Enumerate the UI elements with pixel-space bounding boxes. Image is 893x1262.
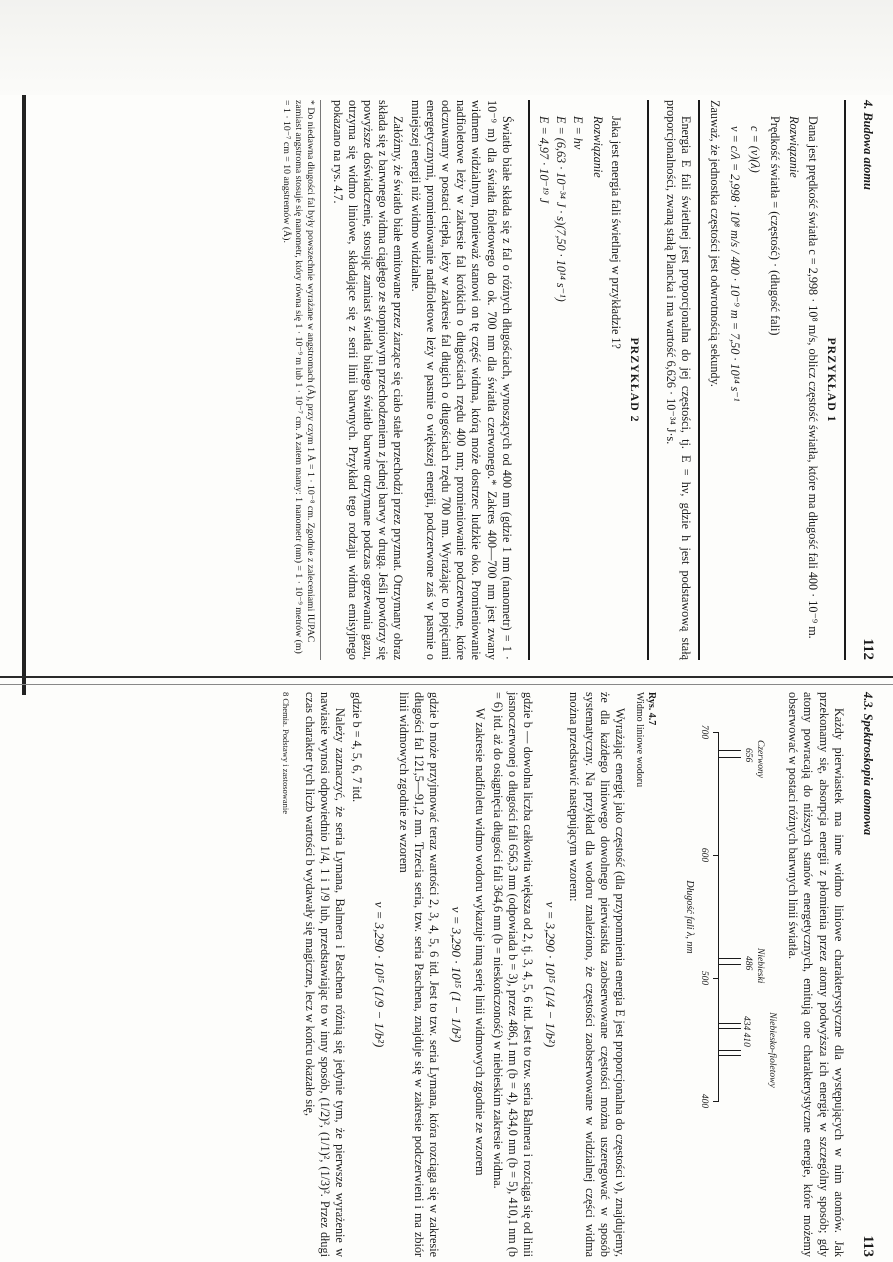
tick-600 <box>713 855 719 856</box>
paragraph-energy: Energia E fali świetlnej jest proporcjonalna do jej częstości, tj. E = hν, gdzie h jest podstawową stałą proporcjonalności, zwaną stałą Plancka i ma wartość 6,626 · 10⁻³⁴ J·s. <box>664 100 694 660</box>
footnote-angstrom: * Do niedawna długości fal były powszechnie wyrażane w angstromach (Å), przy czym 1 Å = 1 · 10⁻⁸ cm. Zgodnie z zaleceniami IUPAC zamiast angstroma stosuje się nanometr, który równa się 1 · 10⁻⁹ m lub 1 · 10⁻⁷ cm. A zatem mamy: 1 nanometr (nm) = 1 · 10⁻⁹ metrów (m) = 1 · 10⁻⁷ cm = 10 angstremów (Å). <box>280 100 321 660</box>
example2-top-rule <box>647 100 649 660</box>
figure-number: Rys. 4.7 <box>645 692 657 726</box>
example2-bottom-rule <box>528 100 530 660</box>
paragraph-series-comparison: Należy zaznaczyć, że seria Lymana, Balmera i Paschena różnią się jedynie tym, że pierwsze wyrażenie w nawiasie wynosi odpowiednio 1/4, 1 i 1/9 lub, przedstawiając to w inny sposób, (1/2)², (1/1)², (1/3)². Przez długi czas charakter tych liczb wartości b wydawały się magiczne, lecz w końcu okazało się, <box>302 692 347 1257</box>
example1-task: Dana jest prędkość światła c = 2,998 · 10⁸ m/s, oblicz częstość światła, które ma długość fali 400 · 10⁻⁹ m. <box>805 116 820 639</box>
label-red: Czerwony <box>754 740 765 778</box>
tick-label-700: 700 <box>698 724 709 740</box>
page-footer: 8 Chemia. Podstawy i zastosowanie <box>281 692 292 815</box>
label-red-value: 656 <box>742 748 753 763</box>
spectral-line-656 <box>719 750 741 758</box>
paragraph-lyman: gdzie b może przyjmować teraz wartości 2, 3, 4, 5, 6 itd. Jest to tzw. seria Lymana, która rozciąga się w zakresie długości fal 121,5—91,2 nm. Trzecia seria, tzw. seria Paschena, znajduje się w zakresie podczerwieni i ma zbiór linii widmowych zgodnie ze wzorem <box>396 692 441 1257</box>
equation-lyman: ν = 3,290 · 10¹⁵ (1 − 1/b²) <box>449 906 465 1043</box>
figure-caption-text: Widmo liniowe wodoru <box>633 692 645 788</box>
example2-eq1: E = hν <box>571 116 586 150</box>
tick-500 <box>713 978 719 979</box>
page-number-right: 113 <box>860 1235 876 1257</box>
right-running-head <box>860 692 875 1257</box>
chapter-title: 4. Budowa atomu <box>861 100 875 190</box>
tick-700 <box>713 732 719 733</box>
left-running-head <box>860 100 875 660</box>
example1-note: Zauważ, że jednostka częstości jest odwrotnością sekundy. <box>707 100 722 387</box>
example1-bottom-rule <box>698 100 700 660</box>
example2-eq3: E = 4,97 · 10⁻¹⁹ J <box>536 116 551 204</box>
page-number-left: 112 <box>860 638 876 660</box>
label-blue-value: 486 <box>742 956 753 971</box>
binding-edge <box>22 95 26 695</box>
example1-eq1: c = (ν)(λ) <box>747 126 762 173</box>
figure-caption <box>633 692 657 1257</box>
example2-task: Jaka jest energia fali świetlnej w przykładzie 1? <box>608 116 623 349</box>
example2-title: PRZYKŁAD 2 <box>627 337 642 423</box>
section-title: 4.3. Spektroskopia atomowa <box>861 692 875 836</box>
paragraph-intro: Każdy pierwiastek ma inne widmo liniowe charakterystyczne dla występujących w nim atomów. Jak przekonamy się, absorpcja energii z płomienia przez atomy podwyższa ich energię w szczególny sposób; gdy atomy powracają do niższych stanów energetycznych, emitują one charakterystyczne energie, które możemy obserwować w postaci różnych barwnych linii światła. <box>786 692 846 1257</box>
label-violet-values: 434 410 <box>740 1016 751 1047</box>
paragraph-ultraviolet: W zakresie nadfioletu widmo wodoru wykazuje inną serię linii widmowych zgodnie ze wzorem <box>473 708 488 1176</box>
example2-eq2: E = (6,63 · 10⁻³⁴ J · s)(7,50 · 10¹⁴ s⁻¹) <box>554 116 569 302</box>
example1-title: PRZYKŁAD 1 <box>824 337 839 423</box>
left-page <box>155 100 875 660</box>
paragraph-frequency: Wyrażając energię jako częstość (dla przypomnienia energia E jest proporcjonalna do częstości ν), znajdujemy, że dla każdego liniowego dowolnego pierwiastka zaobserwowane częstości można uszeregować w sposób systematyczny. Na przykład dla wodoru znaleziono, że częstości zaobserwowane w widzialnej części widma można przedstawić następującym wzorem: <box>567 692 627 1257</box>
tick-label-400: 400 <box>698 1093 709 1109</box>
spectrum-baseline <box>718 732 719 1102</box>
equation-balmer: ν = 3,290 · 10¹⁵ (1/4 − 1/b²) <box>543 901 559 1048</box>
example2-solution-label: Rozwiązanie <box>590 116 605 178</box>
example1-eq2: ν = c/λ = 2,998 · 10⁸ m/s / 400 · 10⁻⁹ m = 7,50 · 10¹⁴ s⁻¹ <box>727 126 742 402</box>
tick-400 <box>713 1101 719 1102</box>
paragraph-balmer: gdzie b — dowolna liczba całkowita większa od 2, tj. 3, 4, 5, 6 itd. Jest to tzw. seria Balmera i rozciąga się od linii jasnoczerwonej o długości fali 656,3 nm (odpowiada b = 3), przez 486,1 nm (b = 4), 434,0 nm (b = 5), 410,1 nm (b = 6) itd. aż do osiągnięcia długości fali 364,6 nm (b = nieskończoność) w niebieskim zakresie widma. <box>490 692 535 1257</box>
label-blue: Niebieski <box>754 948 765 984</box>
page-spine-divider <box>0 676 893 678</box>
label-violet: Niebiesko-fioletowy <box>766 1012 777 1088</box>
equation-paschen: ν = 3,290 · 10¹⁵ (1/9 − 1/b²) <box>372 901 388 1048</box>
tick-label-600: 600 <box>698 847 709 863</box>
paragraph-emission: Załóżmy, że światło białe emitowane przez żarzące się ciało stałe przechodzi przez pryzmat. Otrzymany obraz składa się z barwnego widma ciągłego ze stopniowym przechodzeniem z jednej barwy w drugą. Jeśli powtórzy się powyższe doświadczenie, stosując zamiast światła białego światło barwne otrzymane podczas ogrzewania gazu, otrzyma się widmo liniowe, składające się z serii linii barwnych. Przykład tego rodzaju widma emisyjnego pokazano na rys. 4.7. <box>330 100 406 660</box>
example1-line1: Prędkość światła = (częstość) · (długość fali) <box>768 116 783 336</box>
paragraph-white-light: Światło białe składa się z fal o różnych długościach, wynoszących od 400 nm (gdzie 1 nm (nanometr) = 1 · 10⁻⁹ m) dla światła fioletowego do ok. 700 nm dla światła czerwonego.* Zakres 400—700 nm jest zwany widmem widzialnym, ponieważ stanowi on tę część widma, którą może dostrzec ludzkie oko. Promieniowanie nadfioletowe leży w zakresie fal krótkich o długościach rzędu 400 nm; promieniowanie podczerwone, które odczuwamy w postaci ciepła, leży w zakresie fal długich o długościach rzędu 700 nm. Wyrażając to pojęciami energetycznymi, promieniowanie nadfioletowe leży w pasmie o większej energii, podczerwone zaś w pasmie o mniejszej energii niż widmo widzialne. <box>408 100 514 660</box>
spectral-line-434 <box>719 1023 741 1029</box>
right-page <box>155 692 875 1257</box>
page-spine-shadow <box>0 684 893 685</box>
scan-margin <box>0 0 893 95</box>
tick-label-500: 500 <box>698 970 709 986</box>
hydrogen-spectrum-figure <box>663 692 781 1257</box>
paragraph-paschen-b: gdzie b = 4, 5, 6, 7 itd. <box>350 692 365 803</box>
example1-top-rule <box>844 100 846 660</box>
spectral-line-486 <box>719 958 741 965</box>
spectral-line-410 <box>719 1050 741 1056</box>
example1-solution-label: Rozwiązanie <box>787 116 802 178</box>
axis-caption: Długość fali λ, nm <box>683 880 695 954</box>
